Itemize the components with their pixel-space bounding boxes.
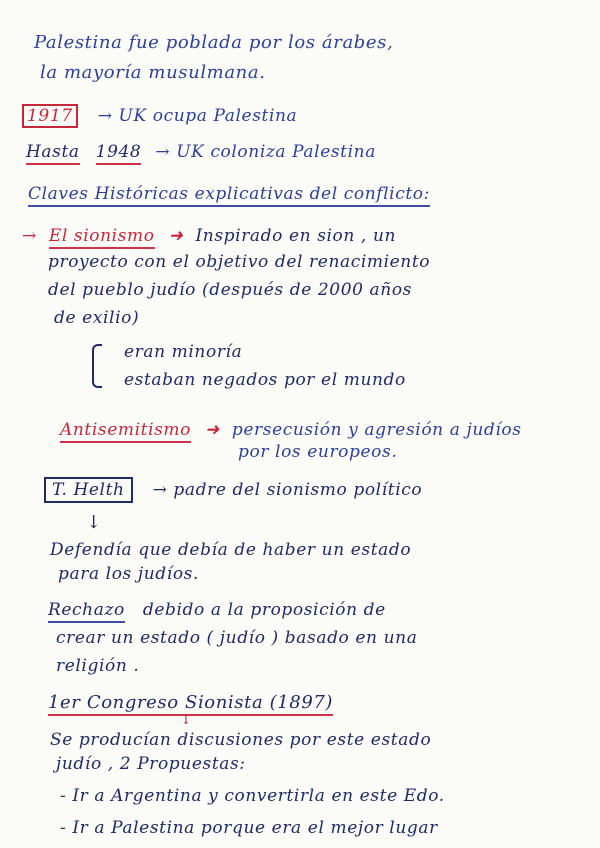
note-line-19: religión . xyxy=(56,656,140,676)
term-sionismo: El sionismo xyxy=(49,226,155,249)
note-line-12 xyxy=(60,420,522,440)
note-line-17 xyxy=(48,600,386,620)
arrow-right-icon: ➜ xyxy=(168,226,184,246)
note-line-14 xyxy=(44,480,422,500)
note-line-12-text: persecusión y agresión a judíos xyxy=(231,420,522,440)
note-line-9: de exilio) xyxy=(54,308,140,328)
bullet-arrow: → xyxy=(22,226,37,246)
section-heading-claves: Claves Históricas explicativas del conflicto: xyxy=(28,184,430,207)
hasta-label: Hasta xyxy=(26,142,80,165)
term-antisemitismo: Antisemitismo xyxy=(60,420,191,443)
note-line-16: para los judíos. xyxy=(58,564,199,584)
term-rechazo: Rechazo xyxy=(48,600,125,623)
note-line-14-text: → padre del sionismo político xyxy=(152,480,423,500)
note-line-21: Se producían discusiones por este estado xyxy=(50,730,432,750)
arrow-down-icon: ↓ xyxy=(180,712,192,728)
heading-primer-congreso: 1er Congreso Sionista (1897) xyxy=(48,692,333,716)
note-line-23: - Ir a Argentina y convertirla en este Edo. xyxy=(60,786,445,806)
note-line-10: eran minoría xyxy=(124,342,243,362)
note-line-18: crear un estado ( judío ) basado en una xyxy=(56,628,418,648)
note-line-24: - Ir a Palestina porque era el mejor lugar xyxy=(60,818,438,838)
note-line-13: por los europeos. xyxy=(238,442,398,462)
note-line-17-text: debido a la proposición de xyxy=(142,600,386,620)
year-box-1917: 1917 xyxy=(22,104,78,128)
brace-icon xyxy=(92,344,102,388)
note-line-2: la mayoría musulmana. xyxy=(40,62,266,83)
note-line-4-text: → UK coloniza Palestina xyxy=(155,142,376,162)
arrow-down-icon: ↓ xyxy=(86,512,102,533)
note-line-6-text: Inspirado en sion , un xyxy=(195,226,397,246)
term-t-helth-box: T. Helth xyxy=(44,477,133,503)
note-line-11: estaban negados por el mundo xyxy=(124,370,406,390)
arrow-right-icon: ➜ xyxy=(205,420,220,440)
note-line-8: del pueblo judío (después de 2000 años xyxy=(48,280,412,300)
note-line-3 xyxy=(22,106,297,126)
note-line-6 xyxy=(22,226,396,246)
note-line-7: proyecto con el objetivo del renacimiento xyxy=(48,252,431,272)
note-line-1: Palestina fue poblada por los árabes, xyxy=(34,32,394,53)
note-line-15: Defendía que debía de haber un estado xyxy=(50,540,412,560)
note-line-4 xyxy=(26,142,376,162)
note-line-22: judío , 2 Propuestas: xyxy=(56,754,246,774)
note-line-3-text: → UK ocupa Palestina xyxy=(97,106,298,126)
year-1948: 1948 xyxy=(96,142,142,165)
